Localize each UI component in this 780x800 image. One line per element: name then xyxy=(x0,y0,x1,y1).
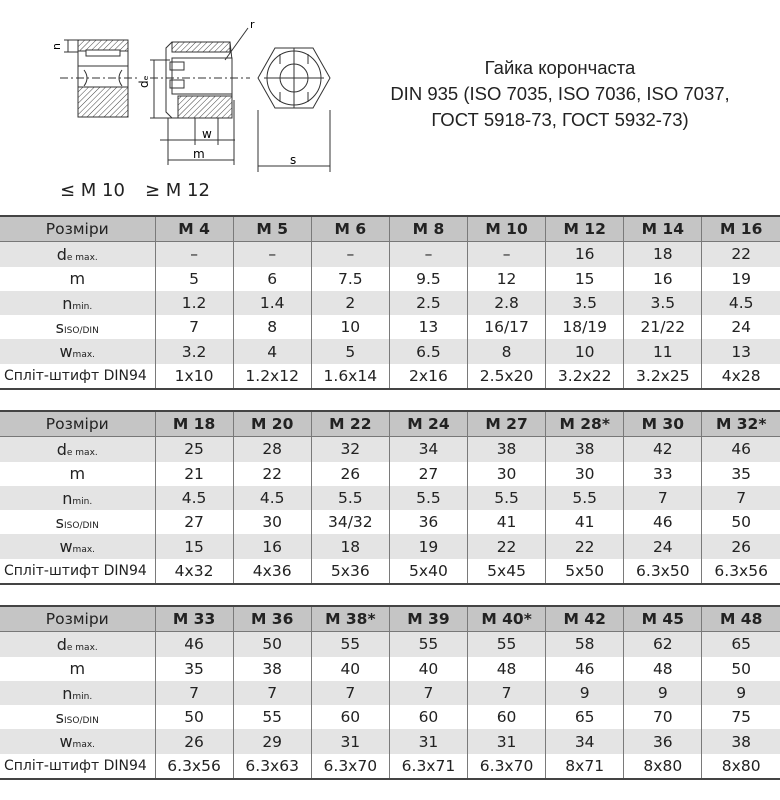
size-range-small: ≤ M 10 xyxy=(60,180,125,201)
n-cell: 5.5 xyxy=(468,486,546,510)
s-cell: 50 xyxy=(731,513,752,532)
w-cell: 13 xyxy=(702,339,780,363)
size-header: M 38* xyxy=(311,606,389,632)
m-row xyxy=(0,462,780,486)
pin-cell: 1.6x14 xyxy=(311,364,389,389)
de-cell: – xyxy=(389,242,467,267)
w-cell: 22 xyxy=(546,534,624,558)
m-cell: 9.5 xyxy=(389,267,467,291)
w-cell: 19 xyxy=(389,534,467,558)
s-cell: 36 xyxy=(389,510,467,534)
de-cell: – xyxy=(468,242,546,267)
s-subscript: ISO/DIN xyxy=(64,325,99,336)
size-header: M 27 xyxy=(468,411,546,437)
de-cell: 46 xyxy=(155,632,233,657)
size-header: M 5 xyxy=(233,216,311,242)
sizes-label: Розміри xyxy=(0,411,155,437)
size-range-large: ≥ M 12 xyxy=(145,180,210,201)
s-cell: 24 xyxy=(731,318,752,337)
label-s: s xyxy=(290,153,297,167)
m-label xyxy=(0,267,155,291)
label-r: r xyxy=(250,18,255,31)
size-header: M 40* xyxy=(468,606,546,632)
n-cell: 7 xyxy=(468,681,546,705)
w-cell: 31 xyxy=(468,729,546,753)
de-subscript: e max. xyxy=(66,447,98,458)
w-cell: 22 xyxy=(468,534,546,558)
s-cell: 21/22 xyxy=(624,315,702,339)
s-cell: 70 xyxy=(624,705,702,729)
pin-cell: 6.3x70 xyxy=(311,754,389,779)
w-cell: 18 xyxy=(311,534,389,558)
pin-cell: 6.3x63 xyxy=(233,754,311,779)
n-symbol: n xyxy=(62,683,73,703)
s-row xyxy=(0,705,780,729)
n-row xyxy=(0,681,780,705)
label-n: n xyxy=(50,43,63,50)
sizes-row xyxy=(0,606,780,632)
title-line-3: ГОСТ 5918-73, ГОСТ 5932-73) xyxy=(431,109,689,130)
size-header: M 8 xyxy=(389,216,467,242)
de-cell: – xyxy=(233,242,311,267)
m-cell: 19 xyxy=(731,269,752,288)
pin-cell: 6.3x70 xyxy=(468,754,546,779)
s-label xyxy=(0,510,155,534)
m-row xyxy=(0,657,780,681)
w-row xyxy=(0,534,780,558)
s-label xyxy=(0,315,155,339)
pin-cell: 1.2x12 xyxy=(233,364,311,389)
m-symbol: m xyxy=(69,464,86,484)
de-subscript: e max. xyxy=(66,642,98,653)
s-cell: 27 xyxy=(155,510,233,534)
n-cell: 1.4 xyxy=(233,291,311,315)
large-nut-drawing xyxy=(150,28,250,165)
w-cell: 31 xyxy=(389,729,467,753)
m-cell: 48 xyxy=(624,657,702,681)
s-cell: 75 xyxy=(731,708,752,727)
s-symbol: s xyxy=(55,317,65,337)
n-row xyxy=(0,486,780,510)
de-cell: 38 xyxy=(546,437,624,462)
w-label xyxy=(0,729,155,753)
de-cell: 55 xyxy=(389,632,467,657)
label-de: dₑ xyxy=(137,75,151,88)
m-cell: 27 xyxy=(389,462,467,486)
de-cell: 28 xyxy=(233,437,311,462)
pin-cell: 1x10 xyxy=(155,364,233,389)
de-cell: 38 xyxy=(468,437,546,462)
w-cell: 6.5 xyxy=(389,339,467,363)
n-cell: 9 xyxy=(546,681,624,705)
page-title xyxy=(350,55,770,133)
m-label xyxy=(0,657,155,681)
pin-label: Спліт-штифт DIN94 xyxy=(0,559,155,584)
s-label xyxy=(0,705,155,729)
s-cell: 41 xyxy=(546,510,624,534)
size-header: M 39 xyxy=(389,606,467,632)
w-label xyxy=(0,339,155,363)
w-cell: 26 xyxy=(702,534,780,558)
de-cell: – xyxy=(155,242,233,267)
size-header: M 14 xyxy=(624,216,702,242)
de-cell: 32 xyxy=(311,437,389,462)
pin-cell: 6.3x56 xyxy=(155,754,233,779)
de-symbol: d xyxy=(56,244,67,264)
pin-cell: 2x16 xyxy=(389,364,467,389)
pin-cell: 6.3x50 xyxy=(624,559,702,584)
n-subscript: min. xyxy=(72,496,93,507)
size-header: M 4 xyxy=(155,216,233,242)
w-subscript: max. xyxy=(72,545,96,556)
n-symbol: n xyxy=(62,488,73,508)
w-symbol: w xyxy=(59,342,73,362)
pin-cell: 5x40 xyxy=(389,559,467,584)
n-cell: 5.5 xyxy=(389,486,467,510)
de-subscript: e max. xyxy=(66,252,98,263)
s-subscript: ISO/DIN xyxy=(64,520,99,531)
label-w: w xyxy=(202,127,212,141)
w-cell: 36 xyxy=(624,729,702,753)
n-cell: 2.8 xyxy=(468,291,546,315)
sizes-label: Розміри xyxy=(0,606,155,632)
de-cell: – xyxy=(311,242,389,267)
pin-cell: 8x80 xyxy=(624,754,702,779)
nut-drawings xyxy=(0,0,350,175)
n-cell: 5.5 xyxy=(546,486,624,510)
w-cell: 8 xyxy=(468,339,546,363)
m-cell: 30 xyxy=(468,462,546,486)
n-cell: 7 xyxy=(155,681,233,705)
de-row xyxy=(0,242,780,267)
m-cell: 38 xyxy=(233,657,311,681)
w-symbol: w xyxy=(59,537,73,557)
pin-cell: 5x36 xyxy=(311,559,389,584)
title-line-1: Гайка корончаста xyxy=(484,57,636,78)
w-cell: 26 xyxy=(155,729,233,753)
m-cell: 6 xyxy=(233,267,311,291)
w-cell: 24 xyxy=(624,534,702,558)
de-cell: 18 xyxy=(624,242,702,267)
de-cell: 58 xyxy=(546,632,624,657)
pin-cell: 2.5x20 xyxy=(468,364,546,389)
w-cell: 15 xyxy=(155,534,233,558)
s-row xyxy=(0,315,780,339)
s-cell: 60 xyxy=(389,705,467,729)
pin-cell: 8x80 xyxy=(702,754,780,779)
size-header: M 33 xyxy=(155,606,233,632)
de-symbol: d xyxy=(56,439,67,459)
s-row xyxy=(0,510,780,534)
s-cell: 41 xyxy=(468,510,546,534)
de-cell: 25 xyxy=(155,437,233,462)
w-subscript: max. xyxy=(72,350,96,361)
m-cell: 35 xyxy=(731,464,752,483)
sizes-label: Розміри xyxy=(0,216,155,242)
s-cell: 8 xyxy=(233,315,311,339)
de-cell: 46 xyxy=(702,437,780,462)
de-symbol: d xyxy=(56,634,67,654)
w-cell: 3.2 xyxy=(155,339,233,363)
size-header: M 32* xyxy=(702,411,780,437)
m-cell: 35 xyxy=(155,657,233,681)
pin-cell: 6.3x71 xyxy=(389,754,467,779)
label-m: m xyxy=(193,147,205,161)
pin-cell: 6.3x56 xyxy=(702,559,780,584)
n-cell: 7 xyxy=(311,681,389,705)
de-row xyxy=(0,437,780,462)
s-cell: 30 xyxy=(233,510,311,534)
s-cell: 60 xyxy=(311,705,389,729)
w-cell: 10 xyxy=(546,339,624,363)
size-header: M 48 xyxy=(702,606,780,632)
small-nut-drawing xyxy=(60,40,140,117)
w-cell: 11 xyxy=(624,339,702,363)
pin-label: Спліт-штифт DIN94 xyxy=(0,364,155,389)
size-header: M 20 xyxy=(233,411,311,437)
n-cell: 7 xyxy=(389,681,467,705)
size-header: M 22 xyxy=(311,411,389,437)
pin-cell: 4x36 xyxy=(233,559,311,584)
size-header: M 18 xyxy=(155,411,233,437)
m-cell: 48 xyxy=(468,657,546,681)
m-cell: 5 xyxy=(155,267,233,291)
n-label xyxy=(0,486,155,510)
pin-cell: 3.2x22 xyxy=(546,364,624,389)
n-cell: 4.5 xyxy=(702,291,780,315)
size-header: M 42 xyxy=(546,606,624,632)
m-symbol: m xyxy=(69,269,86,289)
n-cell: 1.2 xyxy=(155,291,233,315)
de-label xyxy=(0,242,155,267)
s-cell: 65 xyxy=(546,705,624,729)
n-cell: 7 xyxy=(702,486,780,510)
pin-cell: 5x50 xyxy=(546,559,624,584)
n-label xyxy=(0,681,155,705)
m-cell: 7.5 xyxy=(311,267,389,291)
n-subscript: min. xyxy=(72,301,93,312)
de-cell: 22 xyxy=(702,242,780,267)
n-cell: 3.5 xyxy=(624,291,702,315)
pin-cell: 8x71 xyxy=(546,754,624,779)
s-cell: 50 xyxy=(155,705,233,729)
s-cell: 13 xyxy=(389,315,467,339)
size-header: M 36 xyxy=(233,606,311,632)
s-cell: 16/17 xyxy=(468,315,546,339)
w-row xyxy=(0,339,780,363)
pin-cell: 4x28 xyxy=(702,364,780,389)
n-cell: 2.5 xyxy=(389,291,467,315)
n-cell: 7 xyxy=(233,681,311,705)
s-symbol: s xyxy=(55,707,65,727)
de-label xyxy=(0,632,155,657)
de-cell: 55 xyxy=(311,632,389,657)
n-label xyxy=(0,291,155,315)
n-cell: 4.5 xyxy=(233,486,311,510)
n-cell: 3.5 xyxy=(546,291,624,315)
w-cell: 29 xyxy=(233,729,311,753)
n-cell: 9 xyxy=(624,681,702,705)
size-header: M 16 xyxy=(702,216,780,242)
s-cell: 7 xyxy=(155,315,233,339)
pin-label: Спліт-штифт DIN94 xyxy=(0,754,155,779)
de-cell: 50 xyxy=(233,632,311,657)
de-cell: 34 xyxy=(389,437,467,462)
sizes-row xyxy=(0,216,780,242)
n-symbol: n xyxy=(62,293,73,313)
s-cell: 55 xyxy=(233,705,311,729)
w-cell: 34 xyxy=(546,729,624,753)
de-row xyxy=(0,632,780,657)
pin-row xyxy=(0,559,780,584)
size-header: M 30 xyxy=(624,411,702,437)
w-cell: 5 xyxy=(311,339,389,363)
title-line-2: DIN 935 (ISO 7035, ISO 7036, ISO 7037, xyxy=(390,83,730,104)
m-cell: 46 xyxy=(546,657,624,681)
de-cell: 65 xyxy=(702,632,780,657)
m-cell: 16 xyxy=(624,267,702,291)
s-cell: 10 xyxy=(311,315,389,339)
w-symbol: w xyxy=(59,732,73,752)
n-subscript: min. xyxy=(72,691,93,702)
sizes-row xyxy=(0,411,780,437)
m-cell: 22 xyxy=(233,462,311,486)
m-cell: 21 xyxy=(155,462,233,486)
m-cell: 40 xyxy=(311,657,389,681)
w-subscript: max. xyxy=(72,740,96,751)
pin-cell: 3.2x25 xyxy=(624,364,702,389)
w-label xyxy=(0,534,155,558)
s-symbol: s xyxy=(55,512,65,532)
w-cell: 38 xyxy=(702,729,780,753)
pin-row xyxy=(0,364,780,389)
m-cell: 12 xyxy=(468,267,546,291)
size-header: M 6 xyxy=(311,216,389,242)
spec-table-1 xyxy=(0,215,780,390)
m-cell: 33 xyxy=(624,462,702,486)
w-row xyxy=(0,729,780,753)
m-row xyxy=(0,267,780,291)
spec-table-3 xyxy=(0,605,780,780)
de-cell: 55 xyxy=(468,632,546,657)
n-cell: 4.5 xyxy=(155,486,233,510)
m-label xyxy=(0,462,155,486)
n-cell: 2 xyxy=(311,291,389,315)
size-header: M 45 xyxy=(624,606,702,632)
m-cell: 40 xyxy=(389,657,467,681)
pin-cell: 5x45 xyxy=(468,559,546,584)
s-subscript: ISO/DIN xyxy=(64,715,99,726)
pin-cell: 4x32 xyxy=(155,559,233,584)
size-header: M 28* xyxy=(546,411,624,437)
de-cell: 62 xyxy=(624,632,702,657)
size-header: M 10 xyxy=(468,216,546,242)
n-cell: 5.5 xyxy=(311,486,389,510)
m-cell: 15 xyxy=(546,267,624,291)
m-symbol: m xyxy=(69,659,86,679)
de-cell: 42 xyxy=(624,437,702,462)
s-cell: 18/19 xyxy=(546,315,624,339)
s-cell: 46 xyxy=(624,510,702,534)
w-cell: 16 xyxy=(233,534,311,558)
de-cell: 16 xyxy=(546,242,624,267)
pin-row xyxy=(0,754,780,779)
n-cell: 7 xyxy=(624,486,702,510)
n-row xyxy=(0,291,780,315)
w-cell: 31 xyxy=(311,729,389,753)
n-cell: 9 xyxy=(702,681,780,705)
m-cell: 26 xyxy=(311,462,389,486)
de-label xyxy=(0,437,155,462)
size-header: M 24 xyxy=(389,411,467,437)
m-cell: 30 xyxy=(546,462,624,486)
s-cell: 60 xyxy=(468,705,546,729)
spec-table-2 xyxy=(0,410,780,585)
w-cell: 4 xyxy=(233,339,311,363)
size-header: M 12 xyxy=(546,216,624,242)
m-cell: 50 xyxy=(731,659,752,678)
s-cell: 34/32 xyxy=(311,510,389,534)
